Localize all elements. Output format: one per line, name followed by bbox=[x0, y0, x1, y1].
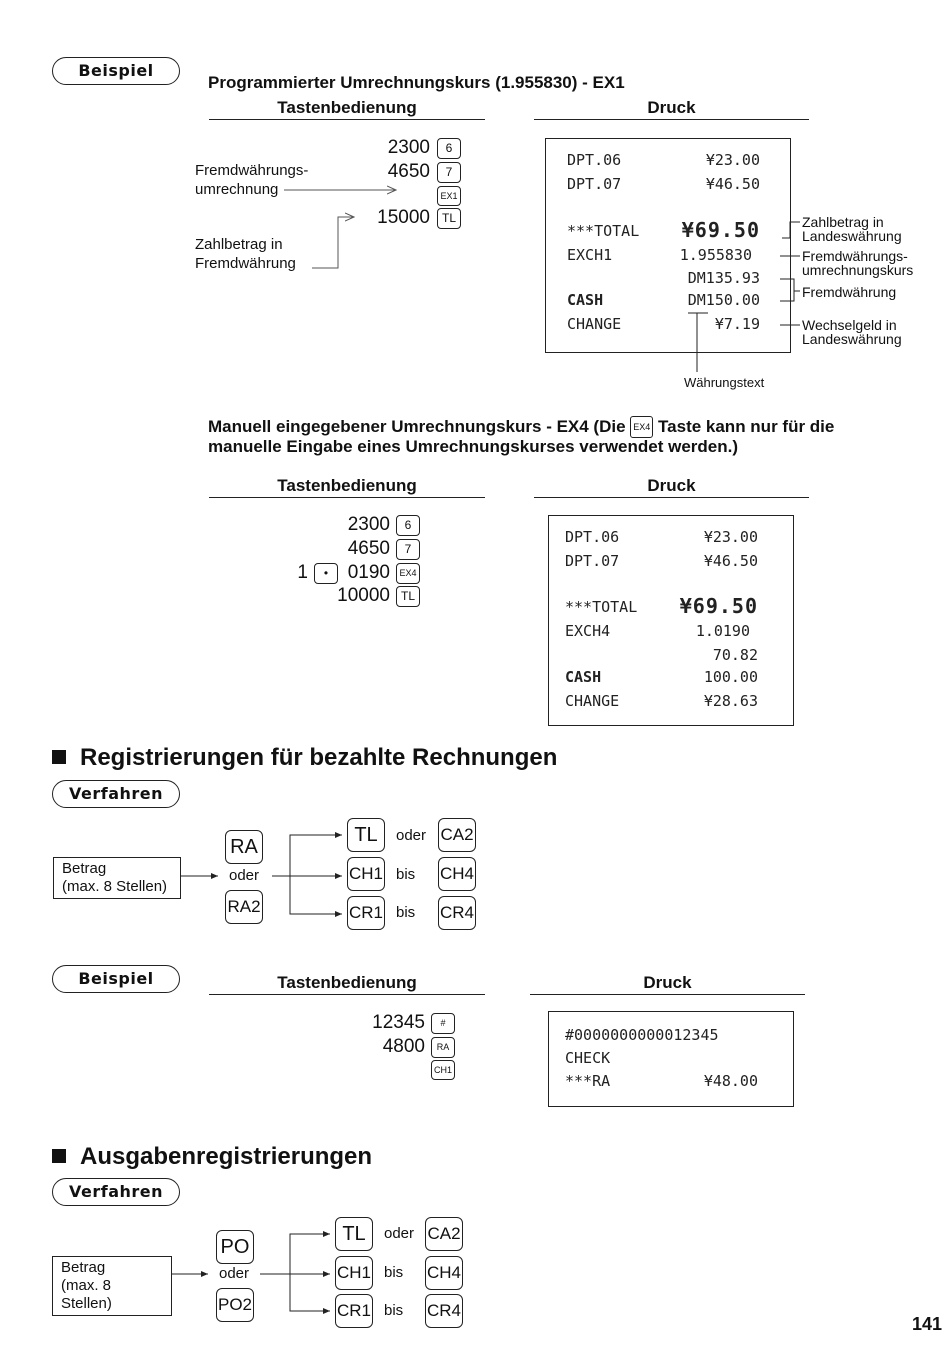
ex1-entry-num: 2300 bbox=[387, 137, 430, 158]
tl-key[interactable]: TL bbox=[335, 1217, 373, 1251]
ch1-key[interactable]: CH1 bbox=[347, 857, 385, 891]
square-bullet-icon bbox=[52, 750, 66, 764]
oder-label: oder bbox=[396, 827, 427, 844]
oder-label: oder bbox=[229, 867, 260, 884]
receipt-value: DM150.00 bbox=[687, 291, 760, 309]
receipt-label: CASH bbox=[567, 291, 604, 309]
cr1-key[interactable]: CR1 bbox=[335, 1294, 373, 1328]
annotation-amount-local: Zahlbetrag in Landeswährung bbox=[802, 214, 902, 244]
receipt-value: 1.955830 bbox=[679, 246, 752, 264]
ra-ex-entry-num: 12345 bbox=[372, 1012, 425, 1033]
annotation-foreign: Fremdwährung bbox=[802, 284, 897, 300]
label-amount-line1: Zahlbetrag in bbox=[195, 236, 283, 253]
receipt-value: ¥23.00 bbox=[705, 151, 760, 169]
receipt-label: EXCH4 bbox=[565, 622, 611, 640]
receipt-value: ¥46.50 bbox=[703, 552, 758, 570]
square-bullet-icon bbox=[52, 1149, 66, 1163]
receipt-value: DM135.93 bbox=[687, 269, 760, 287]
beispiel-badge: Beispiel bbox=[52, 965, 180, 993]
ca2-key[interactable]: CA2 bbox=[438, 818, 476, 852]
ex4-entry-num: 10000 bbox=[337, 585, 390, 606]
ch1-key[interactable]: CH1 bbox=[431, 1060, 455, 1080]
receipt-label: ***TOTAL bbox=[565, 598, 638, 616]
section-heading-po: Ausgabenregistrierungen bbox=[52, 1143, 372, 1171]
decimal-point-key[interactable]: • bbox=[314, 563, 338, 584]
receipt-value: ¥7.19 bbox=[714, 315, 760, 333]
label-amount-line2: Fremdwährung bbox=[195, 255, 296, 272]
verfahren-badge: Verfahren bbox=[52, 780, 180, 808]
ex1-key[interactable]: EX1 bbox=[437, 186, 461, 206]
ex1-entry-num: 15000 bbox=[377, 207, 430, 228]
beispiel-badge: Beispiel bbox=[52, 57, 180, 85]
ra-ex-entry-num: 4800 bbox=[382, 1036, 425, 1057]
amount-box: Betrag (max. 8 Stellen) bbox=[52, 1256, 172, 1316]
cr4-key[interactable]: CR4 bbox=[438, 896, 476, 930]
receipt-label: CHECK bbox=[565, 1049, 611, 1067]
bis-label: bis bbox=[384, 1302, 404, 1319]
tl-key[interactable]: TL bbox=[347, 818, 385, 852]
receipt-label: DPT.07 bbox=[567, 175, 622, 193]
ch4-key[interactable]: CH4 bbox=[438, 857, 476, 891]
currency-text-label: Währungstext bbox=[684, 375, 765, 390]
tl-key[interactable]: TL bbox=[396, 586, 420, 607]
annotation-change: Wechselgeld in Landeswährung bbox=[802, 317, 902, 347]
po-key[interactable]: PO bbox=[216, 1230, 254, 1264]
ex4-entry-num: 4650 bbox=[347, 538, 390, 559]
receipt-label: DPT.07 bbox=[565, 552, 620, 570]
section-heading-ra: Registrierungen für bezahlte Rechnungen bbox=[52, 744, 557, 772]
tl-key[interactable]: TL bbox=[437, 208, 461, 229]
ch4-key[interactable]: CH4 bbox=[425, 1256, 463, 1290]
dept7-key[interactable]: 7 bbox=[396, 539, 420, 560]
verfahren-badge: Verfahren bbox=[52, 1178, 180, 1206]
ex1-entry-num: 4650 bbox=[387, 161, 430, 182]
ca2-key[interactable]: CA2 bbox=[425, 1217, 463, 1251]
cr1-key[interactable]: CR1 bbox=[347, 896, 385, 930]
receipt-label: ***TOTAL bbox=[567, 222, 640, 240]
number-key[interactable]: # bbox=[431, 1013, 455, 1034]
receipt-label: EXCH1 bbox=[567, 246, 613, 264]
ex4-entry-num: 2300 bbox=[347, 514, 390, 535]
receipt-value: 100.00 bbox=[703, 668, 758, 686]
ex1-keys-header: Tastenbedienung bbox=[209, 98, 485, 120]
receipt-value: 70.82 bbox=[712, 646, 758, 664]
dept7-key[interactable]: 7 bbox=[437, 162, 461, 183]
ra-ex-print-header: Druck bbox=[530, 973, 805, 995]
amount-box: Betrag (max. 8 Stellen) bbox=[53, 857, 181, 899]
po2-key[interactable]: PO2 bbox=[216, 1288, 254, 1322]
annotation-rate: Fremdwährungs- umrechnungskurs bbox=[802, 248, 914, 278]
ex4-key[interactable]: EX4 bbox=[396, 563, 420, 584]
bis-label: bis bbox=[384, 1264, 404, 1281]
ch1-key[interactable]: CH1 bbox=[335, 1256, 373, 1290]
ex4-entry-num: 0190 bbox=[347, 562, 390, 583]
receipt-label: DPT.06 bbox=[567, 151, 622, 169]
label-conversion-line2: umrechnung bbox=[195, 181, 279, 198]
ra-key[interactable]: RA bbox=[431, 1037, 455, 1058]
receipt-value: ¥23.00 bbox=[703, 528, 758, 546]
receipt-value: 1.0190 bbox=[695, 622, 750, 640]
label-conversion-line1: Fremdwährungs- bbox=[195, 162, 309, 179]
receipt-label: CASH bbox=[565, 668, 602, 686]
dept6-key[interactable]: 6 bbox=[396, 515, 420, 536]
ex4-inline-key: EX4 bbox=[630, 416, 653, 438]
bis-label: bis bbox=[396, 866, 416, 883]
ex4-keys-header: Tastenbedienung bbox=[209, 476, 485, 498]
receipt-value: ¥46.50 bbox=[705, 175, 760, 193]
ra-ex-keys-header: Tastenbedienung bbox=[209, 973, 485, 995]
receipt-label: #0000000000012345 bbox=[565, 1026, 719, 1044]
receipt-total-value: ¥69.50 bbox=[679, 594, 758, 618]
dept6-key[interactable]: 6 bbox=[437, 138, 461, 159]
receipt-label: ***RA bbox=[565, 1072, 611, 1090]
receipt-label: CHANGE bbox=[565, 692, 620, 710]
receipt-value: ¥48.00 bbox=[703, 1072, 758, 1090]
ex4-title: Manuell eingegebener Umrechnungskurs - EX4 (Die EX4 Taste kann nur für die manuelle Eingabe eines Umrechnungskurses verwendet werden.) bbox=[208, 417, 835, 456]
page-number: 141 bbox=[912, 1314, 943, 1334]
ex4-print-header: Druck bbox=[534, 476, 809, 498]
receipt-label: DPT.06 bbox=[565, 528, 620, 546]
ex1-print-header: Druck bbox=[534, 98, 809, 120]
receipt-label: CHANGE bbox=[567, 315, 622, 333]
receipt-value: ¥28.63 bbox=[703, 692, 758, 710]
receipt-total-value: ¥69.50 bbox=[681, 218, 760, 242]
cr4-key[interactable]: CR4 bbox=[425, 1294, 463, 1328]
ex4-entry-pre: 1 bbox=[297, 562, 308, 583]
oder-label: oder bbox=[384, 1225, 415, 1242]
ex1-title: Programmierter Umrechnungskurs (1.955830) - EX1 bbox=[208, 73, 625, 92]
ra-key[interactable]: RA bbox=[225, 830, 263, 864]
bis-label: bis bbox=[396, 904, 416, 921]
ra2-key[interactable]: RA2 bbox=[225, 890, 263, 924]
oder-label: oder bbox=[219, 1265, 250, 1282]
